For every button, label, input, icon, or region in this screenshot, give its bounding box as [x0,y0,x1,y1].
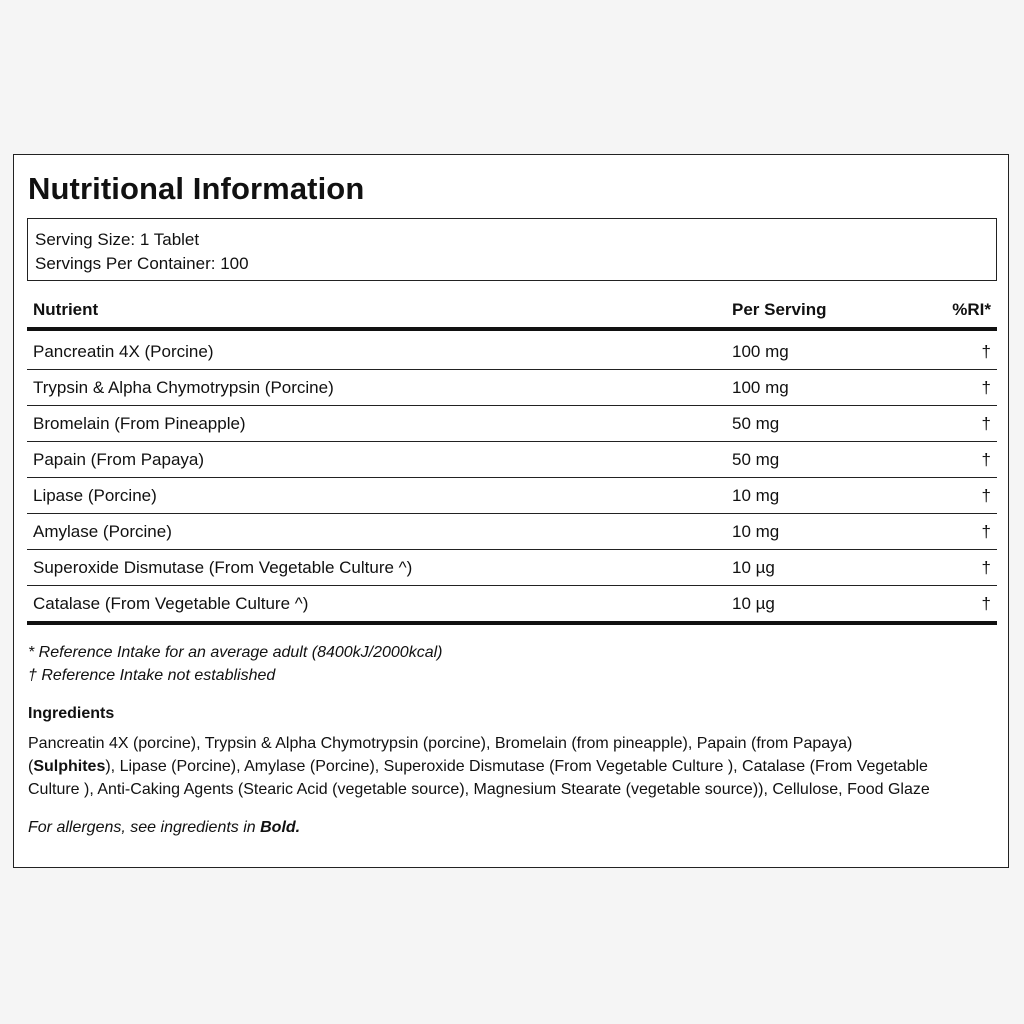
nutrient-amount: 50 mg [732,414,780,433]
page-title: Nutritional Information [28,171,365,206]
table-header [27,295,997,331]
table-row [27,586,997,625]
nutrient-amount: 10 mg [732,522,780,541]
table-row [27,442,997,478]
nutrient-ri: † [981,342,991,361]
ingredients-text [28,732,996,801]
nutrient-name: Papain (From Papaya) [33,450,205,469]
table-row [27,550,997,586]
ingredients-line: Pancreatin 4X (porcine), Trypsin & Alpha Chymotrypsin (porcine), Bromelain (from pineapple), Papain (from Papaya) [28,735,853,752]
nutrient-name: Trypsin & Alpha Chymotrypsin (Porcine) [33,378,334,397]
nutrient-amount: 50 mg [732,450,780,469]
nutrient-table [27,295,997,625]
nutrient-amount: 100 mg [732,378,789,397]
nutrient-amount: 10 µg [732,558,775,577]
allergen-note-text: For allergens, see ingredients in [28,819,261,836]
allergen-sulphites: Sulphites [33,758,106,775]
nutrient-ri: † [981,558,991,577]
header-per-serving: Per Serving [732,300,827,319]
nutrient-amount: 10 mg [732,486,780,505]
nutrient-amount: 100 mg [732,342,789,361]
nutrient-ri: † [981,450,991,469]
footnotes [28,641,442,687]
allergen-note [28,819,300,837]
nutrient-name: Amylase (Porcine) [33,522,172,541]
table-row [27,478,997,514]
table-row [27,406,997,442]
header-ri: %RI* [952,300,991,319]
ingredients-paren: ( [28,758,34,775]
header-nutrient: Nutrient [33,300,99,319]
table-row [27,370,997,406]
nutrient-name: Superoxide Dismutase (From Vegetable Culture ^) [33,558,413,577]
nutrient-ri: † [981,522,991,541]
table-row [27,514,997,550]
ingredients-line [28,755,996,778]
ingredients-heading: Ingredients [28,705,115,722]
ingredients-line: Culture ), Anti-Caking Agents (Stearic Acid (vegetable source), Magnesium Stearate (vegetable source)), Cellulose, Food Glaze [28,781,930,798]
nutrient-name: Catalase (From Vegetable Culture ^) [33,594,309,613]
nutrient-name: Lipase (Porcine) [33,486,157,505]
nutrient-amount: 10 µg [732,594,775,613]
nutrient-ri: † [981,594,991,613]
nutrient-ri: † [981,414,991,433]
nutrient-name: Bromelain (From Pineapple) [33,414,246,433]
footnote-not-established: † Reference Intake not established [28,667,276,684]
serving-info-box [27,218,997,281]
ingredients-line-rest: ), Lipase (Porcine), Amylase (Porcine), Superoxide Dismutase (From Vegetable Culture ), Catalase (From Vegetable [105,758,928,775]
nutrition-panel [13,154,1009,868]
footnote-reference-intake: * Reference Intake for an average adult (8400kJ/2000kcal) [28,644,443,661]
nutrient-ri: † [981,378,991,397]
table-row [27,334,997,370]
servings-per-container: Servings Per Container: 100 [35,254,249,273]
serving-size: Serving Size: 1 Tablet [35,230,200,249]
allergen-note-bold: Bold. [260,819,301,836]
nutrient-name: Pancreatin 4X (Porcine) [33,342,214,361]
nutrient-ri: † [981,486,991,505]
